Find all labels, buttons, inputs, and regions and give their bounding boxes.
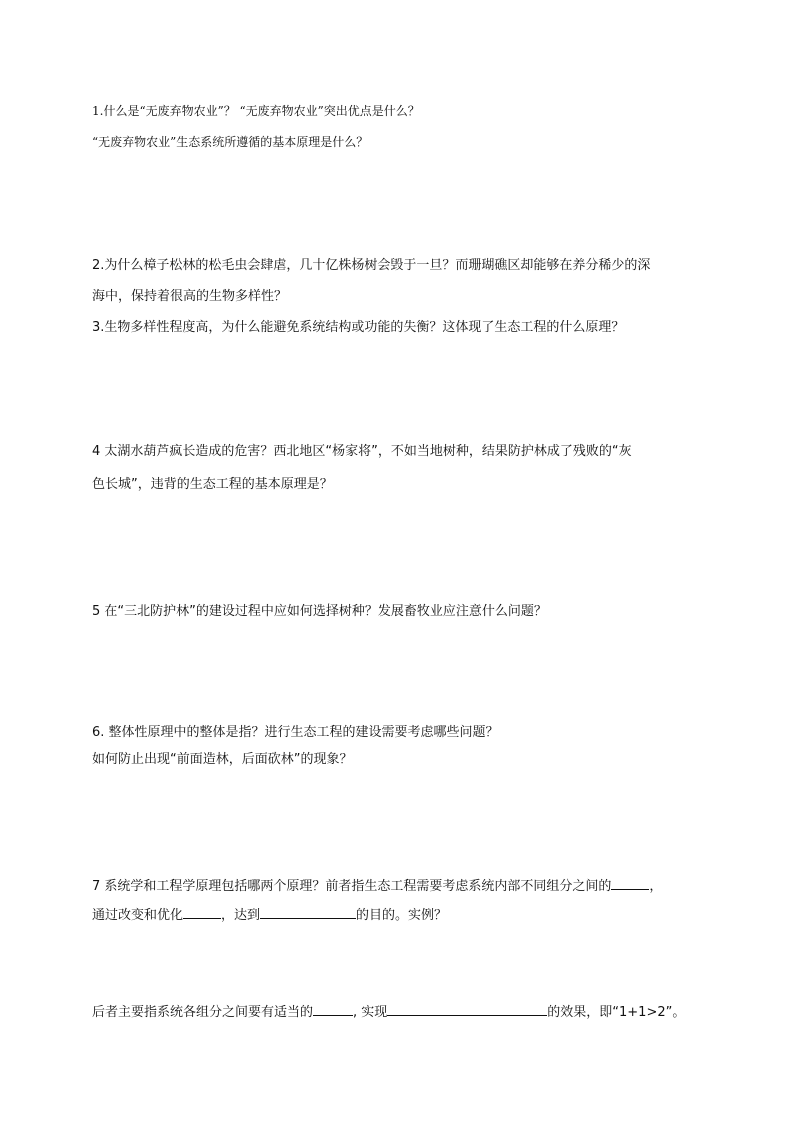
question-7-line-2 (92, 906, 447, 924)
question-1-line-2: “无废弃物农业”生态系统所遵循的基本原理是什么？ (92, 135, 369, 149)
question-7-line-3-c: 的效果，即“1+1>2”。 (547, 1005, 686, 1020)
question-7-line-2-a: 通过改变和优化 (92, 908, 184, 923)
question-7-line-2-b: ，达到 (221, 908, 261, 923)
answer-blank[interactable] (387, 1003, 547, 1016)
question-6-line-2: 如何防止出现“前面造林，后面砍林”的现象？ (92, 752, 353, 767)
question-6-line-1: 6. 整体性原理中的整体是指？进行生态工程的建设需要考虑哪些问题？ (92, 725, 499, 740)
answer-blank[interactable] (313, 1003, 353, 1016)
question-7-line-3-b: , 实现 (353, 1005, 388, 1020)
question-7-line-1-text: 7 系统学和工程学原理包括哪两个原理？前者指生态工程需要考虑系统内部不同组分之间的 (92, 879, 612, 894)
question-4-line-2: 色长城”，违背的生态工程的基本原理是？ (92, 477, 333, 492)
answer-blank[interactable] (183, 906, 221, 919)
question-2-line-1: 2.为什么樟子松林的松毛虫会肆虐，几十亿株杨树会毁于一旦？而珊瑚礁区却能够在养分稀少的深 (92, 258, 651, 273)
question-3-line-1: 3.生物多样性程度高，为什么能避免系统结构或功能的失衡？这体现了生态工程的什么原理？ (92, 320, 625, 335)
question-7-line-1 (92, 877, 662, 895)
answer-blank[interactable] (611, 877, 649, 890)
question-7-line-2-c: 的目的。实例？ (356, 908, 448, 923)
question-7-line-3-a: 后者主要指系统各组分之间要有适当的 (92, 1005, 314, 1020)
question-5-line-1: 5 在“三北防护林”的建设过程中应如何选择树种？发展畜牧业应注意什么问题？ (92, 604, 547, 619)
answer-blank[interactable] (260, 906, 356, 919)
question-4-line-1: 4 太湖水葫芦疯长造成的危害？西北地区“杨家将”，不如当地树种，结果防护林成了残败的“灰 (92, 444, 632, 459)
question-1-line-1: 1.什么是“无废弃物农业”？ “无废弃物农业”突出优点是什么？ (92, 104, 420, 118)
question-7-line-1-end: ， (649, 879, 663, 894)
question-2-line-2: 海中，保持着很高的生物多样性？ (92, 289, 288, 304)
question-7-line-3 (92, 1003, 685, 1021)
